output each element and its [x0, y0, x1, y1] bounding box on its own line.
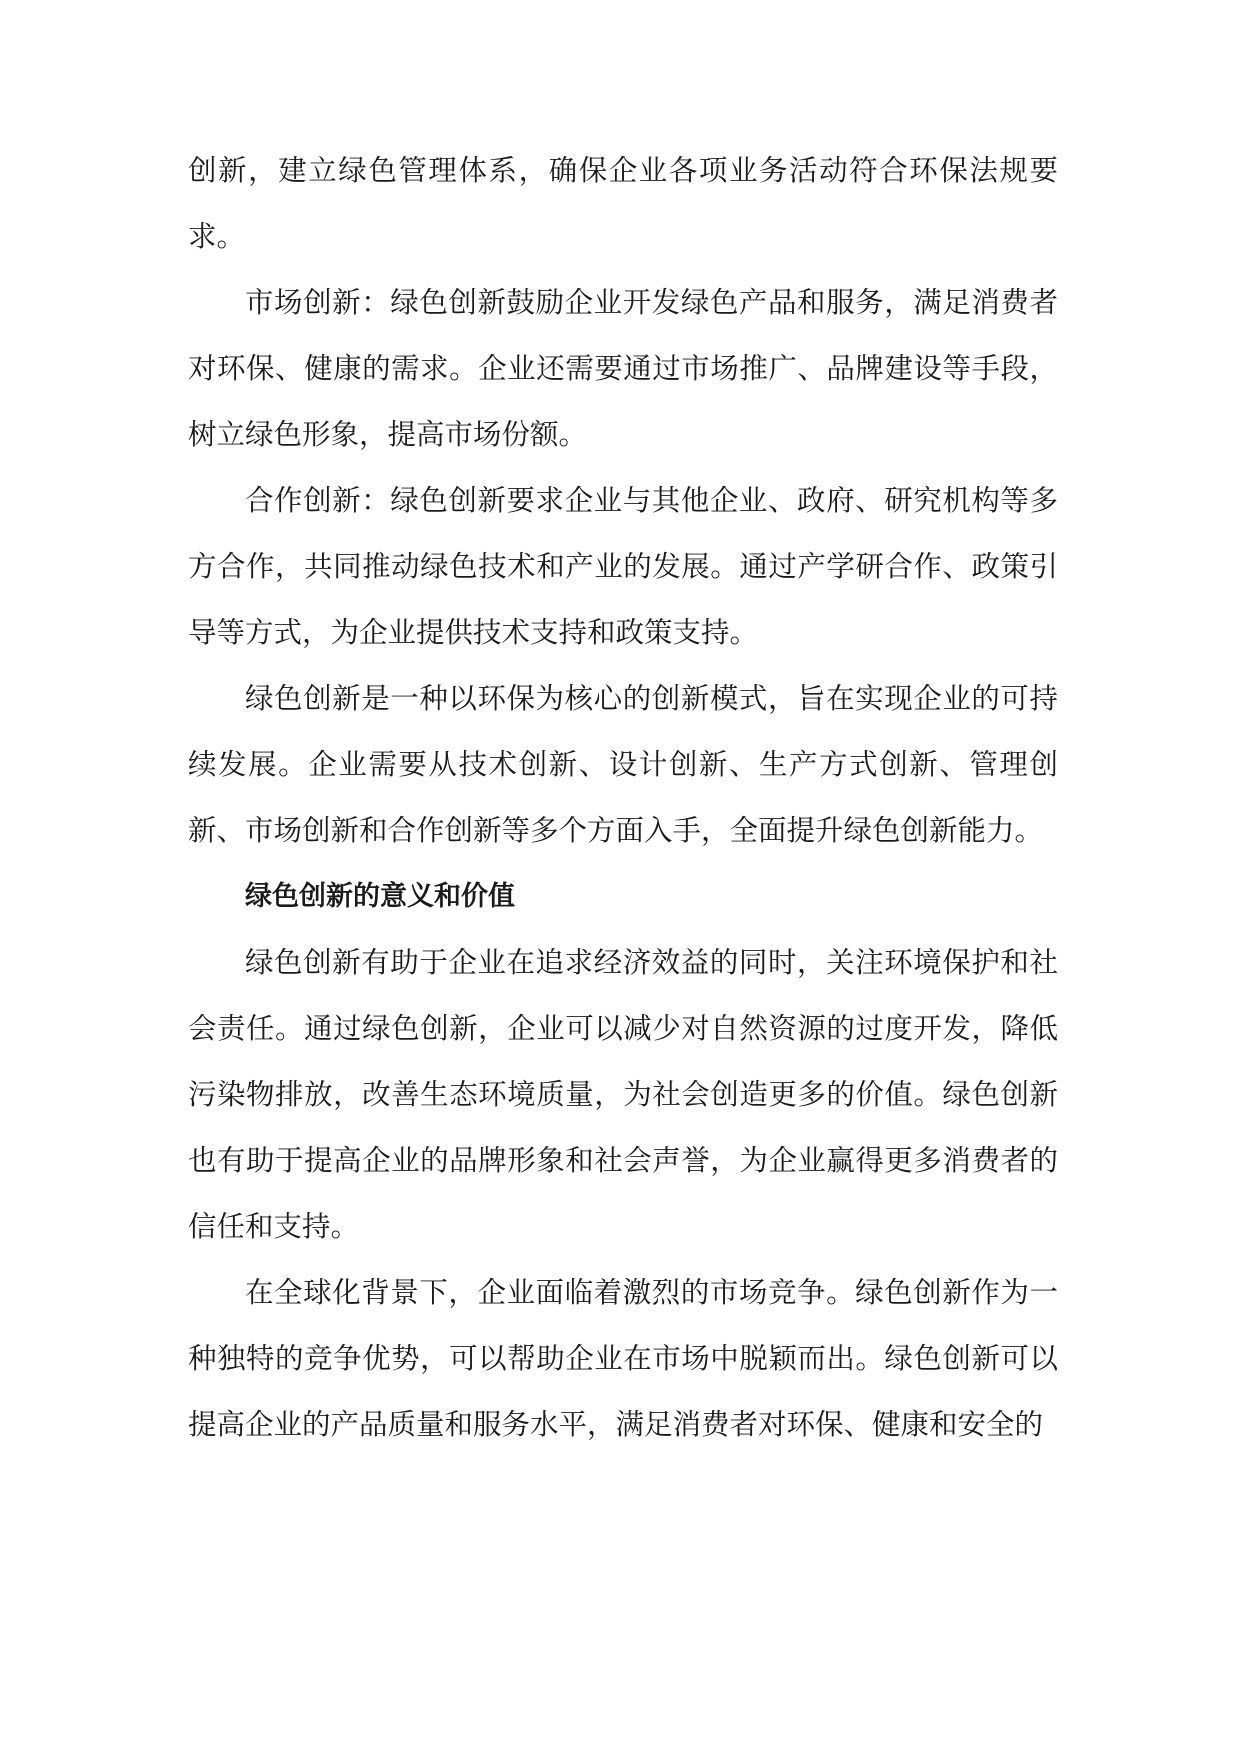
paragraph-summary: 绿色创新是一种以环保为核心的创新模式，旨在实现企业的可持续发展。企业需要从技术创新、设计创新、生产方式创新、管理创新、市场创新和合作创新等多个方面入手，全面提升绿色创新能力。 [188, 682, 1058, 847]
paragraph-significance: 绿色创新有助于企业在追求经济效益的同时，关注环境保护和社会责任。通过绿色创新，企业可以减少对自然资源的过度开发，降低污染物排放，改善生态环境质量，为社会创造更多的价值。绿色创新也有助于提高企业的品牌形象和社会声誉，为企业赢得更多消费者的信任和支持。 [188, 946, 1058, 1243]
paragraph-globalization: 在全球化背景下，企业面临着激烈的市场竞争。绿色创新作为一种独特的竞争优势，可以帮助企业在市场中脱颖而出。绿色创新可以提高企业的产品质量和服务水平，满足消费者对环保、健康和安全的 [188, 1276, 1058, 1441]
section-heading: 绿色创新的意义和价值 [245, 881, 515, 912]
paragraph-cooperation-innovation: 合作创新：绿色创新要求企业与其他企业、政府、研究机构等多方合作，共同推动绿色技术和产业的发展。通过产学研合作、政策引导等方式，为企业提供技术支持和政策支持。 [188, 484, 1058, 649]
paragraph-market-innovation: 市场创新：绿色创新鼓励企业开发绿色产品和服务，满足消费者对环保、健康的需求。企业还需要通过市场推广、品牌建设等手段，树立绿色形象，提高市场份额。 [188, 286, 1058, 451]
paragraph-continuation: 创新，建立绿色管理体系，确保企业各项业务活动符合环保法规要求。 [188, 154, 1058, 253]
document-body [188, 138, 1058, 1458]
